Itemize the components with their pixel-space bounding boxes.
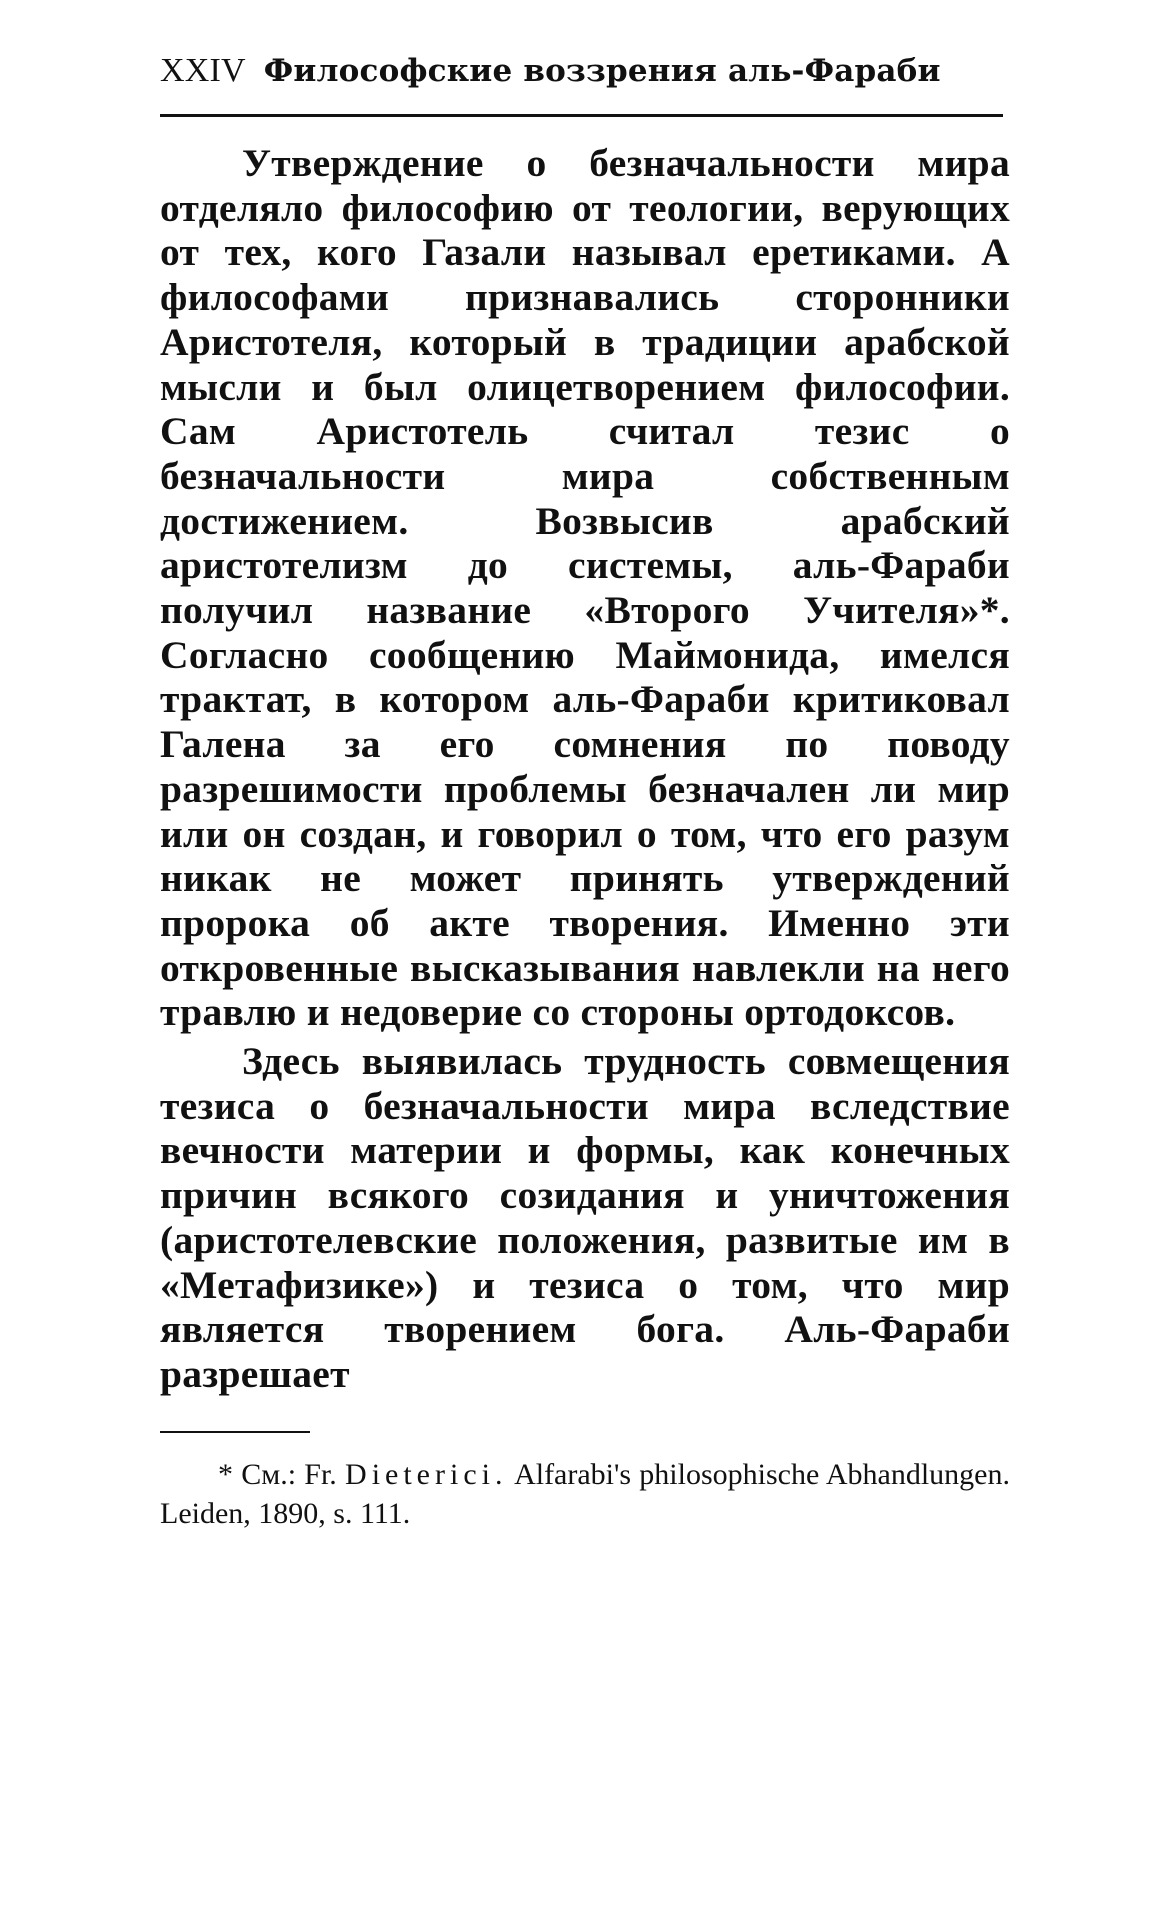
book-page bbox=[160, 40, 1010, 1533]
page-number: XXIV bbox=[160, 52, 246, 89]
running-head bbox=[160, 40, 1010, 102]
footnote bbox=[160, 1455, 1010, 1533]
footnote-prefix: См.: bbox=[241, 1457, 297, 1491]
footnote-marker: * bbox=[218, 1457, 233, 1491]
footnote-initial: Fr. bbox=[304, 1457, 337, 1491]
running-title: Философские воззрения аль-Фараби bbox=[263, 53, 941, 89]
body-text bbox=[160, 141, 1010, 1397]
paragraph-2: Здесь выявилась трудность совмещения тезиса о безначальности мира вследствие вечности материи и формы, как конечных причин всякого созидания и уничтожения (аристотелевские положения, развитые им в «Метафизике») и тезиса о том, что мир является творением бога. Аль-Фараби разрешает bbox=[160, 1039, 1010, 1396]
footnote-rule bbox=[160, 1431, 310, 1433]
footnote-citation: Alfarabi's philosophische Abhandlungen. Leiden, 1890, s. 111. bbox=[160, 1457, 1010, 1530]
footnote-author: Dieterici. bbox=[345, 1457, 508, 1491]
header-rule bbox=[160, 114, 1003, 117]
paragraph-1: Утверждение о безначальности мира отделяло философию от теологии, верующих от тех, кого Газали называл еретиками. А философами признавались сторонники Аристотеля, который в традиции арабской мысли и был олицетворением философии. Сам Аристотель считал тезис о безначальности мира собственным достижением. Возвысив арабский аристотелизм до системы, аль-Фараби получил название «Второго Учителя»*. Согласно сообщению Маймонида, имелся трактат, в котором аль-Фараби критиковал Галена за его сомнения по поводу разрешимости проблемы безначален ли мир или он создан, и говорил о том, что его разум никак не может принять утверждений пророка об акте творения. Именно эти откровенные высказывания навлекли на него травлю и недоверие со стороны ортодоксов. bbox=[160, 141, 1010, 1035]
